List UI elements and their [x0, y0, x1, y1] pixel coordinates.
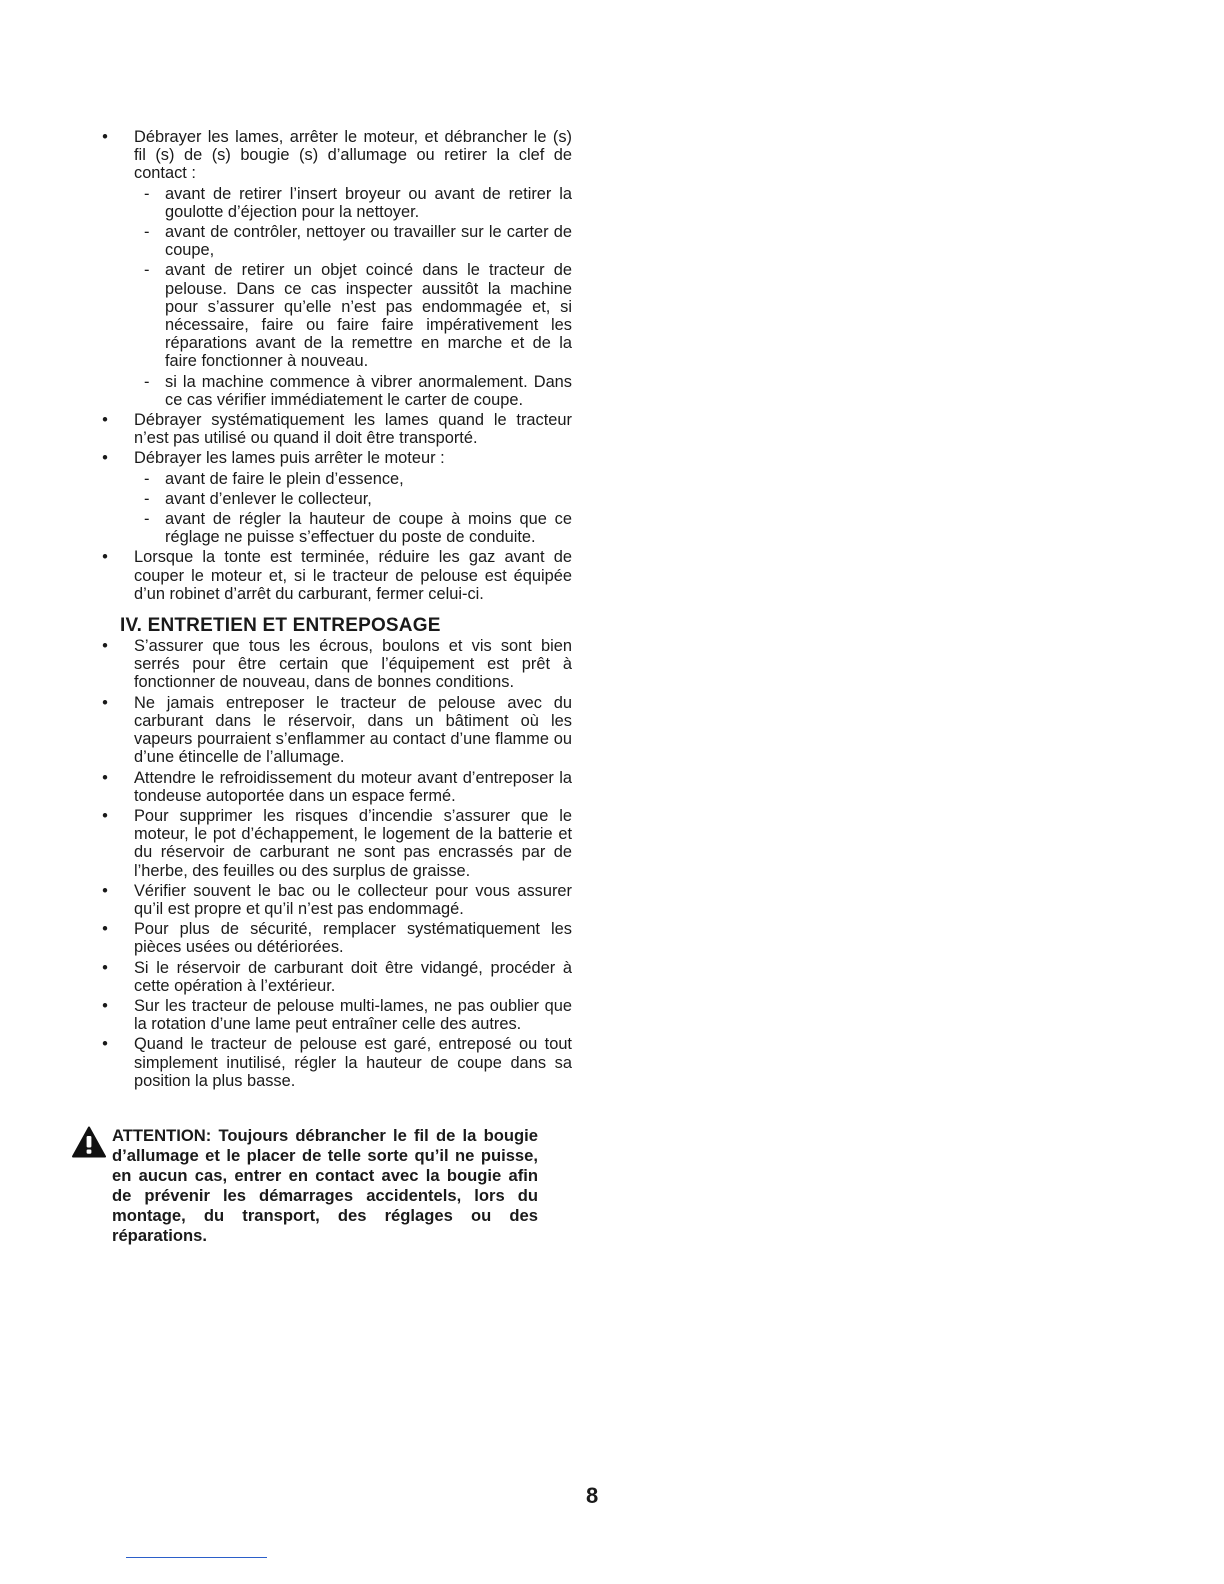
maintenance-list	[100, 637, 572, 1090]
list-item-text: Attendre le refroidissement du moteur avant d’entreposer la tondeuse autoportée dans un espace fermé.	[134, 768, 572, 805]
list-item-text: Ne jamais entreposer le tracteur de pelouse avec du carburant dans le réservoir, dans un bâtiment où les vapeurs pourraient s’enflammer au contact d’une flamme ou d’une étincelle de l’allumage.	[134, 693, 572, 767]
dash-marker: -	[144, 510, 150, 529]
dash-marker: -	[144, 469, 150, 488]
warning-triangle-icon	[72, 1126, 106, 1158]
bullet-marker: •	[102, 881, 108, 900]
list-item	[100, 128, 572, 183]
attention-notice	[72, 1126, 538, 1246]
list-item-text: avant de faire le plein d’essence,	[165, 469, 404, 488]
list-item	[100, 959, 572, 995]
list-item-text: Si le réservoir de carburant doit être vidangé, procéder à cette opération à l’extérieur.	[134, 958, 572, 995]
list-item-text: S’assurer que tous les écrous, boulons et vis sont bien serrés pour être certain que l’équipement est prêt à fonctionner de nouveau, dans de bonnes conditions.	[134, 637, 572, 692]
dash-marker: -	[144, 489, 150, 508]
list-item	[100, 411, 572, 447]
list-item	[100, 882, 572, 918]
list-item-text: avant de contrôler, nettoyer ou travailler sur le carter de coupe,	[165, 223, 572, 260]
list-item-text: Lorsque la tonte est terminée, réduire les gaz avant de couper le moteur et, si le tracteur de pelouse est équipée d’un robinet d’arrêt du carburant, fermer celui-ci.	[134, 548, 572, 603]
list-item-text: Débrayer les lames, arrêter le moteur, et débrancher le (s) fil (s) de (s) bougie (s) d’allumage ou retirer la clef de contact :	[134, 128, 572, 183]
list-item-text: Débrayer les lames puis arrêter le moteur :	[134, 449, 445, 468]
list-item-text: Débrayer systématiquement les lames quand le tracteur n’est pas utilisé ou quand il doit être transporté.	[134, 411, 572, 448]
sub-list-item	[100, 490, 572, 508]
list-item	[100, 807, 572, 880]
bullet-marker: •	[102, 548, 108, 567]
list-item-text: Pour plus de sécurité, remplacer systématiquement les pièces usées ou détériorées.	[134, 920, 572, 957]
list-item-text: avant d’enlever le collecteur,	[165, 489, 372, 508]
sub-list-item	[100, 510, 572, 546]
attention-text: ATTENTION: Toujours débrancher le fil de la bougie d’allumage et le placer de telle sorte qu’il ne puisse, en aucun cas, entrer en contact avec la bougie afin de prévenir les démarrages accidentels, lors du montage, du transport, des réglages ou des réparations.	[112, 1126, 538, 1245]
bullet-marker: •	[102, 996, 108, 1015]
text-column	[100, 128, 572, 1092]
bullet-marker: •	[102, 693, 108, 712]
list-item	[100, 548, 572, 603]
dash-marker: -	[144, 184, 150, 203]
dash-marker: -	[144, 261, 150, 280]
section-heading: IV. ENTRETIEN ET ENTREPOSAGE	[120, 615, 441, 637]
list-item-text: avant de retirer un objet coincé dans le tracteur de pelouse. Dans ce cas inspecter aussitôt la machine pour s’assurer qu’elle n’est pas endommagée et, si nécessaire, faire ou faire faire impérativement les réparations avant de la remettre en marche et de la faire fonctionner à nouveau.	[165, 261, 572, 371]
sub-list-item	[100, 223, 572, 259]
list-item	[100, 769, 572, 805]
list-item	[100, 920, 572, 956]
sub-list-item	[100, 185, 572, 221]
list-item-text: Vérifier souvent le bac ou le collecteur pour vous assurer qu’il est propre et qu’il n’est pas endommagé.	[134, 881, 572, 918]
sub-list-item	[100, 470, 572, 488]
bullet-marker: •	[102, 806, 108, 825]
sub-list-item	[100, 373, 572, 409]
bullet-marker: •	[102, 128, 108, 146]
page-number: 8	[586, 1483, 599, 1508]
bullet-marker: •	[102, 449, 108, 468]
list-item-text: si la machine commence à vibrer anormalement. Dans ce cas vérifier immédiatement le carter de coupe.	[165, 372, 572, 409]
footer-rule	[126, 1557, 267, 1558]
bullet-marker: •	[102, 768, 108, 787]
list-item-text: Sur les tracteur de pelouse multi-lames, ne pas oublier que la rotation d’une lame peut entraîner celle des autres.	[134, 996, 572, 1034]
list-item	[100, 637, 572, 692]
safety-list	[100, 128, 572, 603]
list-item	[100, 449, 572, 467]
dash-marker: -	[144, 372, 150, 391]
list-item	[100, 694, 572, 767]
list-item-text: Quand le tracteur de pelouse est garé, entreposé ou tout simplement inutilisé, régler la hauteur de coupe dans sa position la plus basse.	[134, 1035, 572, 1090]
bullet-marker: •	[102, 920, 108, 939]
bullet-marker: •	[102, 1035, 108, 1054]
dash-marker: -	[144, 223, 150, 242]
list-item-text: avant de régler la hauteur de coupe à moins que ce réglage ne puisse s’effectuer du poste de conduite.	[165, 510, 572, 547]
bullet-marker: •	[102, 958, 108, 977]
bullet-marker: •	[102, 411, 108, 430]
list-item	[100, 997, 572, 1033]
sub-list-item	[100, 261, 572, 370]
bullet-marker: •	[102, 637, 108, 656]
list-item-text: Pour supprimer les risques d’incendie s’assurer que le moteur, le pot d’échappement, le logement de la batterie et du réservoir de carburant ne sont pas encrassés par de l’herbe, des feuilles ou des surplus de graisse.	[134, 806, 572, 880]
list-item-text: avant de retirer l’insert broyeur ou avant de retirer la goulotte d’éjection pour la nettoyer.	[165, 184, 572, 221]
list-item	[100, 1035, 572, 1090]
